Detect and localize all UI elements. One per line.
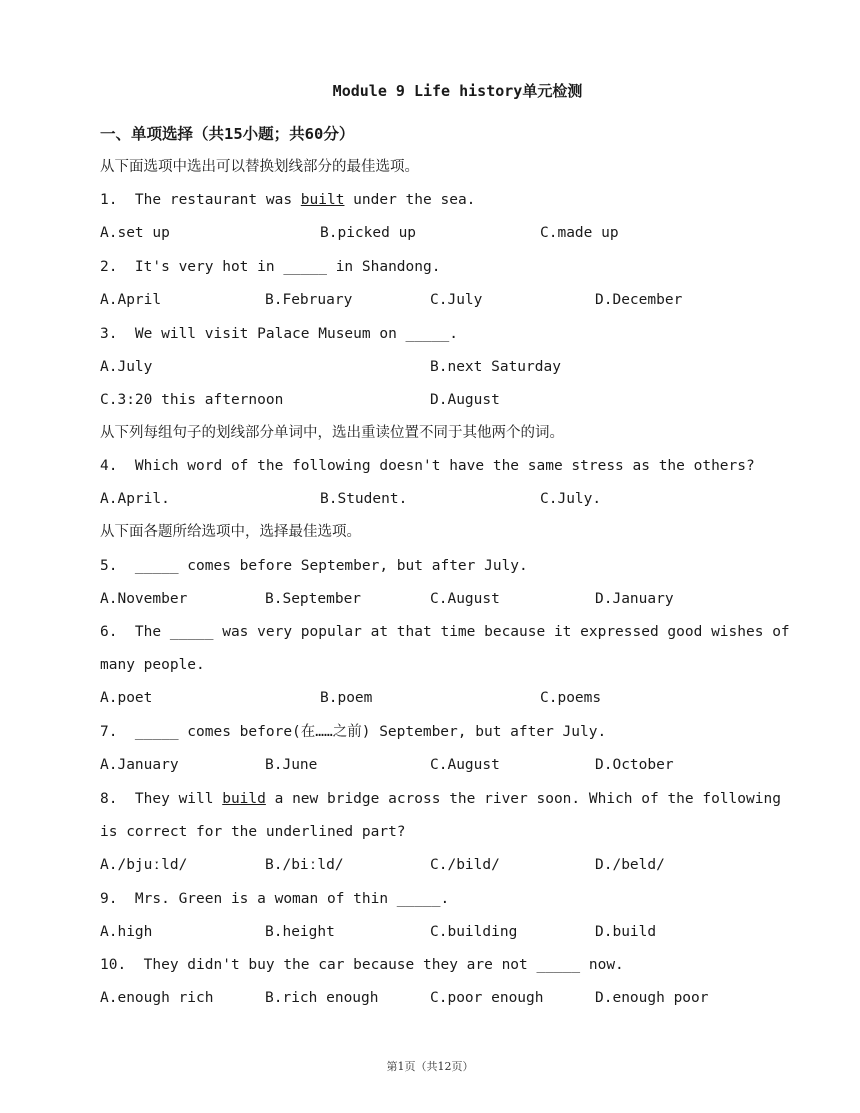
q1-option-a: A.set up	[100, 225, 170, 241]
section-heading: 一、单项选择（共15小题；共60分）	[100, 125, 355, 143]
q10-option-c: C.poor enough	[430, 990, 544, 1006]
q3-option-a: A.July	[100, 359, 153, 375]
question-8-pre: 8. They will	[100, 791, 223, 807]
q1-option-b: B.picked up	[320, 225, 417, 241]
question-8-post: a new bridge across the river soon. Which of the following	[265, 791, 781, 807]
q5-option-d: D.January	[595, 591, 674, 607]
question-8-underlined: build	[222, 791, 266, 807]
q3-option-d: D.August	[430, 392, 500, 408]
question-8-line-1	[100, 789, 781, 809]
q6-option-c: C.poems	[540, 690, 602, 706]
q9-option-b: B.height	[265, 924, 335, 940]
question-1-underlined: built	[300, 192, 345, 208]
question-10: 10. They didn't buy the car because they are not _____ now.	[100, 957, 624, 973]
question-8-line-2: is correct for the underlined part?	[100, 824, 406, 840]
instruction-2: 从下列每组句子的划线部分单词中，选出重读位置不同于其他两个的词。	[100, 425, 564, 441]
q7-option-a: A.January	[100, 757, 179, 773]
q3-option-b: B.next Saturday	[430, 359, 561, 375]
q10-option-d: D.enough poor	[595, 990, 709, 1006]
q6-option-b: B.poem	[320, 690, 373, 706]
instruction-3: 从下面各题所给选项中，选择最佳选项。	[100, 524, 361, 540]
q2-option-c: C.July	[430, 292, 483, 308]
q9-option-d: D.build	[595, 924, 657, 940]
page-title: Module 9 Life history单元检测	[332, 82, 583, 100]
q4-option-a: A.April.	[100, 491, 170, 507]
instruction-1: 从下面选项中选出可以替换划线部分的最佳选项。	[100, 159, 419, 175]
q10-option-a: A.enough rich	[100, 990, 214, 1006]
question-6-line-2: many people.	[100, 657, 205, 673]
question-2: 2. It's very hot in _____ in Shandong.	[100, 259, 441, 275]
q6-option-a: A.poet	[100, 690, 153, 706]
q2-option-a: A.April	[100, 292, 162, 308]
q9-option-c: C.building	[430, 924, 518, 940]
q5-option-c: C.August	[430, 591, 500, 607]
q5-option-a: A.November	[100, 591, 188, 607]
q8-option-b: B./biːld/	[265, 857, 344, 873]
q4-option-c: C.July.	[540, 491, 602, 507]
question-1-pre: 1. The restaurant was	[100, 192, 301, 208]
q2-option-d: D.December	[595, 292, 683, 308]
q8-option-d: D./beld/	[595, 857, 665, 873]
q4-option-b: B.Student.	[320, 491, 408, 507]
question-1	[100, 190, 475, 210]
q10-option-b: B.rich enough	[265, 990, 379, 1006]
question-7: 7. _____ comes before(在……之前) September, but after July.	[100, 724, 607, 740]
q8-option-a: A./bjuːld/	[100, 857, 188, 873]
question-9: 9. Mrs. Green is a woman of thin _____.	[100, 891, 450, 907]
q7-option-b: B.June	[265, 757, 318, 773]
q2-option-b: B.February	[265, 292, 353, 308]
q7-option-d: D.October	[595, 757, 674, 773]
question-4: 4. Which word of the following doesn't have the same stress as the others?	[100, 458, 755, 474]
page-footer: 第1页（共12页）	[386, 1060, 474, 1073]
q3-option-c: C.3:20 this afternoon	[100, 392, 284, 408]
question-1-post: under the sea.	[344, 192, 476, 208]
q9-option-a: A.high	[100, 924, 153, 940]
q5-option-b: B.September	[265, 591, 362, 607]
question-5: 5. _____ comes before September, but after July.	[100, 558, 528, 574]
question-3: 3. We will visit Palace Museum on _____.	[100, 326, 458, 342]
question-6-line-1: 6. The _____ was very popular at that time because it expressed good wishes of	[100, 624, 790, 640]
q7-option-c: C.August	[430, 757, 500, 773]
q1-option-c: C.made up	[540, 225, 619, 241]
q8-option-c: C./bild/	[430, 857, 500, 873]
